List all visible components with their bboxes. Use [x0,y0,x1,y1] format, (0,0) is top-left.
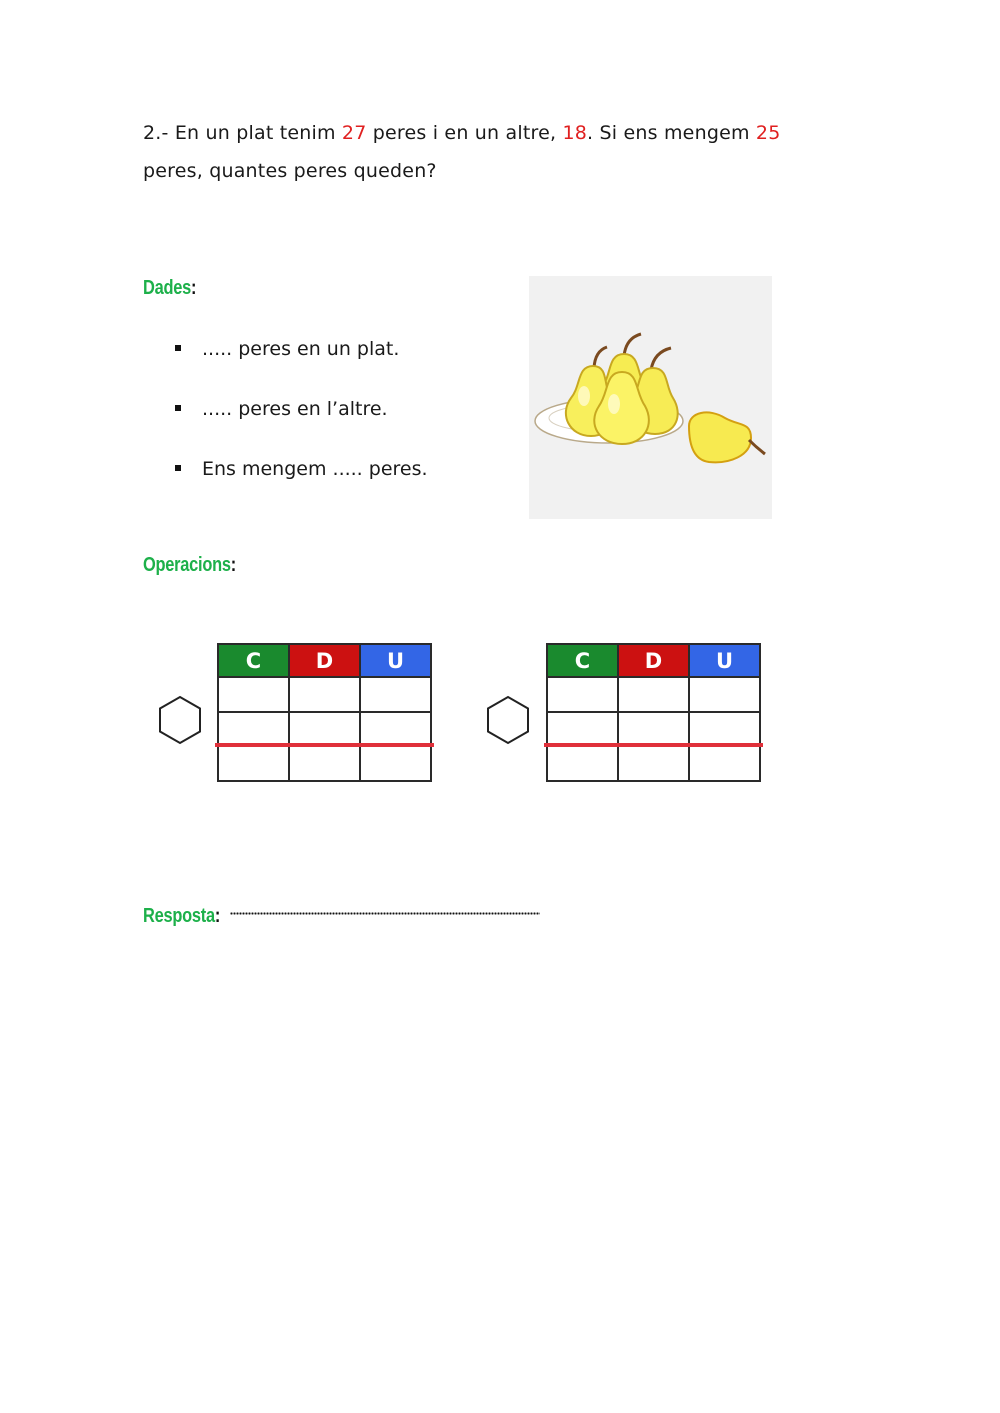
list-item: ..... peres en un plat. [172,330,428,390]
operator-hexagon-icon[interactable] [485,695,531,745]
result-line [215,743,434,747]
cdu-cell[interactable] [547,712,618,747]
operacions-heading: Operacions: [143,554,237,576]
header-d: D [289,644,360,677]
bullet-square-icon [175,345,181,351]
data-list [172,330,428,510]
operator-hexagon-icon[interactable] [157,695,203,745]
resposta-heading: Resposta: [143,905,221,927]
problem-text: 2.- En un plat tenim [143,122,342,144]
result-line [544,743,763,747]
cdu-table [546,643,761,782]
dades-heading: Dades: [143,277,197,299]
header-c: C [547,644,618,677]
pears-on-plate-illustration [529,276,772,519]
pears-icon [529,276,772,519]
number-18: 18 [562,122,588,144]
cdu-cell[interactable] [360,746,431,781]
cdu-cell[interactable] [689,746,760,781]
cdu-cell[interactable] [618,712,689,747]
cdu-cell[interactable] [218,746,289,781]
header-d: D [618,644,689,677]
answer-dotted-line[interactable] [230,912,540,915]
header-c: C [218,644,289,677]
cdu-cell[interactable] [218,712,289,747]
cdu-cell[interactable] [547,677,618,712]
cdu-cell[interactable] [547,746,618,781]
problem-text: . Si ens mengem [587,122,756,144]
problem-text: peres, quantes peres queden? [143,160,437,182]
problem-statement [143,114,843,190]
header-u: U [360,644,431,677]
bullet-square-icon [175,465,181,471]
list-item: ..... peres en l’altre. [172,390,428,450]
number-25: 25 [755,122,781,144]
bullet-square-icon [175,405,181,411]
list-item: Ens mengem ..... peres. [172,450,428,510]
problem-text: peres i en un altre, [366,122,563,144]
cdu-cell[interactable] [689,712,760,747]
cdu-cell[interactable] [289,677,360,712]
header-u: U [689,644,760,677]
cdu-cell[interactable] [618,677,689,712]
cdu-cell[interactable] [618,746,689,781]
cdu-cell[interactable] [689,677,760,712]
cdu-cell[interactable] [360,677,431,712]
cdu-cell[interactable] [218,677,289,712]
cdu-table [217,643,432,782]
number-27: 27 [341,122,367,144]
cdu-cell[interactable] [289,746,360,781]
cdu-cell[interactable] [360,712,431,747]
cdu-cell[interactable] [289,712,360,747]
